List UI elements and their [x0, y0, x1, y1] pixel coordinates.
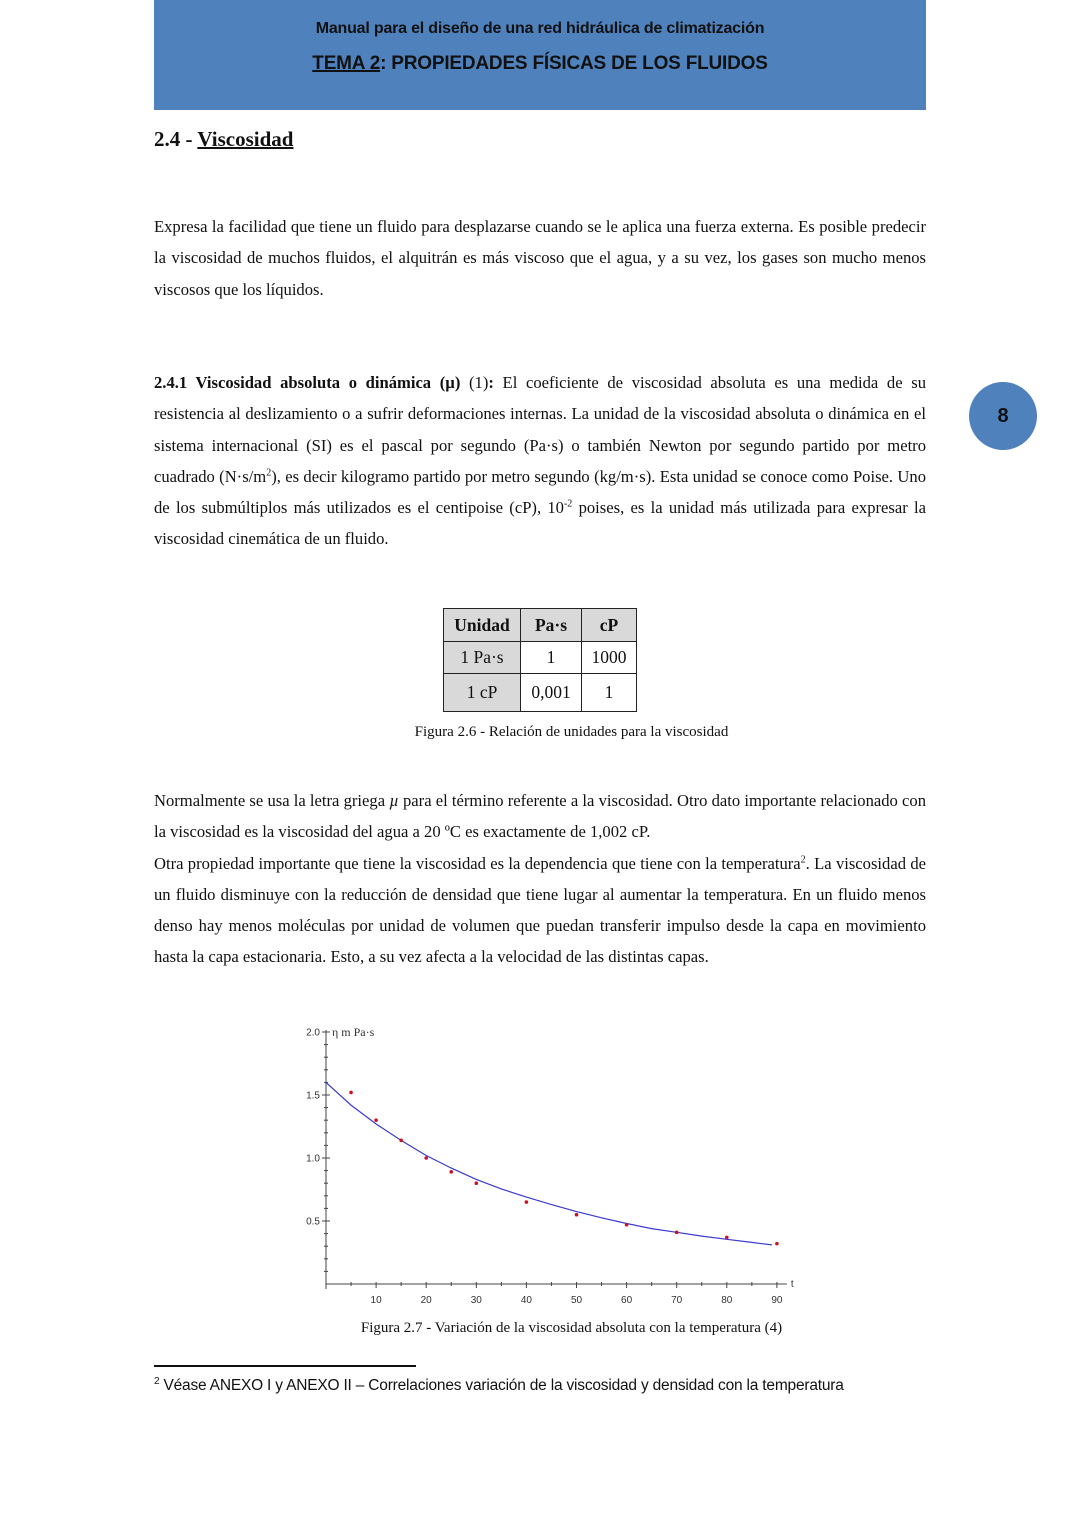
x-tick-label: 90 — [771, 1295, 783, 1306]
x-axis-label: t — [790, 1279, 794, 1290]
footnote — [154, 1376, 844, 1395]
data-point — [725, 1236, 729, 1240]
footnote-text: Véase ANEXO I y ANEXO II – Correlaciones variación de la viscosidad y densidad con la temperatura — [159, 1377, 844, 1395]
superscript: 2 — [266, 467, 272, 479]
chart-axes — [306, 1025, 794, 1306]
x-tick-label: 70 — [671, 1295, 683, 1306]
data-point — [625, 1223, 629, 1227]
data-point — [349, 1091, 353, 1095]
data-points — [349, 1091, 778, 1246]
paragraph-text: poises, es la unidad más utilizada para expresar la viscosidad cinemática de un fluido. — [154, 498, 926, 549]
paragraph-text: El coeficiente de viscosidad absoluta es una medida de su resistencia al deslizamiento o a sufrir deformaciones internas. La unidad de la viscosidad absoluta o dinámica en el sistema internacional (SI) es el pascal por segundo (Pa·s) o también Newton por segundo partido por metro cuadrado (N·s/m — [154, 373, 926, 486]
footnote-ref: 2 — [800, 854, 806, 866]
data-point — [449, 1170, 453, 1174]
footnote-divider — [154, 1365, 416, 1367]
table-cell: 0,001 — [521, 674, 582, 712]
reference-marker: (1) — [460, 373, 489, 392]
paragraph-text: ), es decir kilogramo partido por metro segundo (kg/m·s). Esta unidad se conoce como Poise. Uno de los submúltiplos más utilizados es el centipoise (cP), 10 — [154, 466, 926, 518]
y-tick-label: 1.5 — [306, 1090, 320, 1102]
data-point — [475, 1181, 479, 1185]
y-tick-label: 0.5 — [306, 1216, 320, 1228]
data-point — [575, 1213, 579, 1217]
x-tick-label: 10 — [370, 1295, 382, 1306]
document-header — [154, 0, 926, 110]
figure-caption: Figura 2.7 - Variación de la viscosidad absoluta con la temperatura (4) — [360, 1320, 783, 1336]
table-header-row — [444, 609, 637, 642]
fit-curve — [326, 1082, 772, 1245]
table-cell: 1 — [582, 674, 637, 712]
data-point — [525, 1200, 529, 1204]
figure-caption: Figura 2.6 - Relación de unidades para la viscosidad — [414, 724, 729, 740]
chapter-title — [154, 53, 926, 75]
y-axis-label: η m Pa·s — [332, 1025, 375, 1039]
table-header-cell: cP — [582, 609, 637, 642]
chapter-name: : PROPIEDADES FÍSICAS DE LOS FLUIDOS — [380, 53, 768, 74]
viscosity-temperature-chart — [290, 1015, 800, 1315]
manual-subtitle: Manual para el diseño de una red hidráulica de climatización — [315, 20, 765, 37]
viscosity-temperature-paragraph — [154, 785, 926, 973]
chapter-number: TEMA 2 — [312, 53, 381, 74]
data-point — [424, 1156, 428, 1160]
intro-paragraph: Expresa la facilidad que tiene un fluido para desplazarse cuando se le aplica una fuerza externa. Es posible predecir la viscosidad de muchos fluidos, el alquitrán es más viscoso que el agua, y a su vez, los gases son mucho menos viscosos que los líquidos. — [154, 217, 926, 299]
page-number-badge — [969, 382, 1037, 450]
footnote-marker: 2 — [154, 1376, 160, 1387]
subsection-heading: 2.4.1 Viscosidad absoluta o dinámica (µ) — [154, 373, 461, 392]
x-tick-label: 50 — [570, 1295, 583, 1306]
data-point — [675, 1231, 679, 1235]
section-name: Viscosidad — [197, 127, 294, 151]
data-point — [399, 1139, 403, 1143]
x-tick-label: 30 — [470, 1295, 482, 1306]
x-tick-label: 40 — [520, 1295, 532, 1306]
y-tick-label: 1.0 — [306, 1153, 320, 1165]
table-header-cell: Unidad — [444, 609, 521, 642]
paragraph-text: para el término referente a la viscosidad. Otro dato importante relacionado con la viscosidad es la viscosidad del agua a 20 ºC es exactamente de 1,002 cP. — [154, 791, 926, 842]
paragraph-text: . La viscosidad de un fluido disminuye con la reducción de densidad que tiene lugar al aumentar la temperatura. En un fluido menos denso hay menos moléculas por unidad de volumen que puedan transferir impulso desde la capa en movimiento hasta la capa estacionaria. Esto, a su vez afecta a la velocidad de las distintas capas. — [154, 853, 926, 967]
data-point — [775, 1242, 779, 1246]
x-tick-label: 20 — [420, 1295, 432, 1306]
section-title — [154, 127, 293, 152]
absolute-viscosity-paragraph — [154, 367, 926, 555]
paragraph-text: Normalmente se usa la letra griega — [154, 791, 390, 810]
table-row-header: 1 Pa·s — [444, 642, 521, 674]
x-tick-label: 80 — [721, 1295, 733, 1306]
x-tick-label: 60 — [621, 1295, 633, 1306]
table-header-cell: Pa·s — [521, 609, 582, 642]
table-cell: 1 — [521, 642, 582, 674]
section-number: 2.4 - — [154, 127, 198, 151]
table-cell: 1000 — [582, 642, 637, 674]
superscript: -2 — [563, 498, 573, 510]
heading-colon: : — [488, 373, 494, 392]
paragraph-text: Otra propiedad importante que tiene la viscosidad es la dependencia que tiene con la temperatura — [154, 853, 801, 873]
table-row — [444, 642, 637, 674]
mu-symbol: µ — [389, 791, 399, 810]
y-tick-label: 2.0 — [306, 1027, 320, 1039]
page-number: 8 — [997, 404, 1009, 427]
table-row — [444, 674, 637, 712]
units-table — [443, 608, 637, 712]
data-point — [374, 1118, 378, 1122]
table-row-header: 1 cP — [444, 674, 521, 712]
